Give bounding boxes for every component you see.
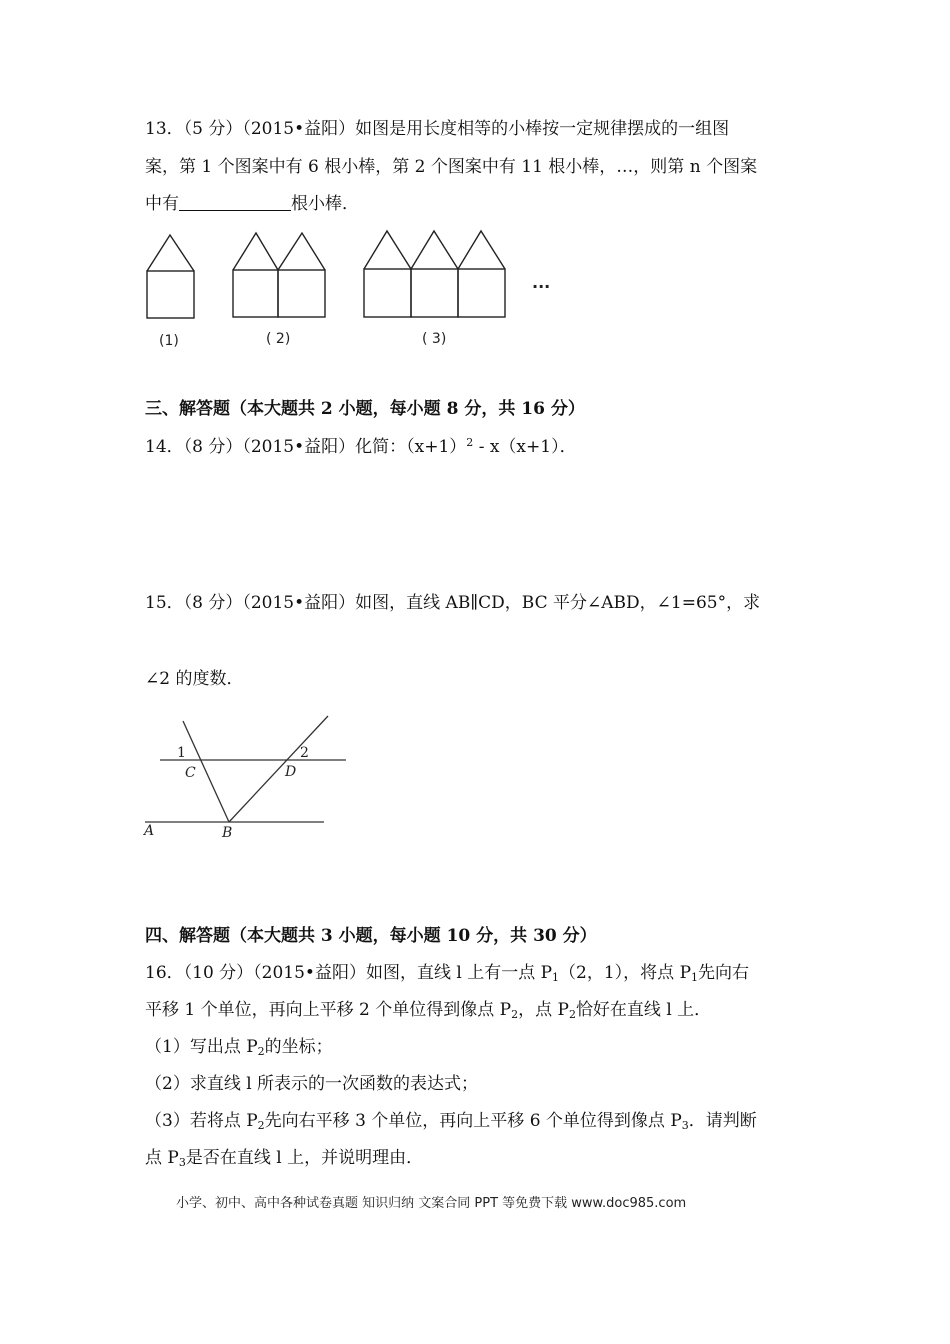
q16-s1-text-a: （1）写出点 P: [145, 1037, 258, 1057]
q16-s4-text-a: 点 P: [145, 1148, 179, 1168]
q15-line-1: 15．（8 分）（2015•益阳）如图，直线 AB∥CD，BC 平分∠ABD，∠1=65°，求: [145, 593, 761, 613]
q16-s4-text-b: 是否在直线 l 上，并说明理由．: [185, 1148, 424, 1168]
line-bd: [229, 716, 328, 822]
section-4-heading: 四、解答题（本大题共 3 小题，每小题 10 分，共 30 分）: [145, 926, 597, 946]
q16-line-2: [145, 999, 711, 1021]
pattern-2: [233, 233, 325, 317]
pattern-1: [147, 235, 194, 318]
q16-s4-sub: 3: [178, 1156, 186, 1169]
q15-line-2: ∠2 的度数．: [145, 669, 244, 689]
section-3-heading: 三、解答题（本大题共 2 小题，每小题 8 分，共 16 分）: [145, 399, 585, 419]
q16-sub-question-3-cont: [145, 1147, 423, 1169]
q16-l2-text-a: 平移 1 个单位，再向上平移 2 个单位得到像点 P: [145, 1000, 512, 1020]
stick-pattern-figure: [147, 231, 505, 318]
pattern-ellipsis: ···: [532, 277, 551, 296]
q13-line-1: 13．（5 分）（2015•益阳）如图是用长度相等的小棒按一定规律摆成的一组图: [145, 119, 730, 139]
point-a-label: A: [144, 823, 155, 839]
q13-text-before-blank: 中有: [145, 194, 179, 214]
pattern-1-label: (1): [159, 333, 179, 349]
q16-l2-sub-1: 2: [511, 1008, 519, 1021]
q16-line-1: [145, 962, 749, 984]
q14-text-b: - x（x+1）．: [473, 437, 577, 457]
q16-l1-text-a: 16．（10 分）（2015•益阳）如图，直线 l 上有一点 P: [145, 963, 553, 983]
q14-text-a: 14．（8 分）（2015•益阳）化简：（x+1）: [145, 437, 467, 457]
q16-s3-text-a: （3）若将点 P: [145, 1111, 258, 1131]
q13-line-2: 案，第 1 个图案中有 6 根小棒，第 2 个图案中有 11 根小棒，…，则第 n 个图案: [145, 157, 758, 177]
q16-l1-sub-2: 1: [691, 971, 699, 984]
q16-l2-text-b: ，点 P: [518, 1000, 569, 1020]
pattern-3-label: ( 3): [422, 331, 447, 347]
q16-s3-text-b: 先向右平移 3 个单位，再向上平移 6 个单位得到像点 P: [264, 1111, 682, 1131]
q16-l2-text-c: 恰好在直线 l 上．: [575, 1000, 712, 1020]
page-footer: 小学、初中、高中各种试卷真题 知识归纳 文案合同 PPT 等免费下载 www.doc985.com: [176, 1196, 687, 1211]
q16-s3-text-c: ．请判断: [688, 1111, 757, 1131]
pattern-2-label: ( 2): [266, 331, 291, 347]
q16-sub-question-3: [145, 1110, 757, 1132]
q16-sub-question-1: [145, 1036, 333, 1058]
q16-s1-text-b: 的坐标；: [264, 1037, 333, 1057]
q16-s3-sub-2: 3: [681, 1119, 689, 1132]
q16-l1-sub-1: 1: [552, 971, 560, 984]
q16-l2-sub-2: 2: [568, 1008, 576, 1021]
point-d-label: D: [285, 764, 297, 780]
q14-line: [145, 436, 577, 458]
angle-2-label: 2: [300, 745, 309, 761]
q16-s1-sub: 2: [257, 1045, 265, 1058]
q14-exponent: 2: [466, 436, 474, 449]
point-b-label: B: [222, 825, 233, 841]
q16-sub-question-2: （2）求直线 l 所表示的一次函数的表达式；: [145, 1074, 479, 1094]
point-c-label: C: [185, 765, 196, 781]
parallel-lines-figure: [145, 716, 346, 822]
q16-l1-text-c: 先向右: [698, 963, 750, 983]
angle-1-label: 1: [177, 745, 186, 761]
q16-l1-text-b: （2，1），将点 P: [559, 963, 692, 983]
q16-s3-sub-1: 2: [257, 1119, 265, 1132]
q13-text-after-blank: 根小棒．: [291, 194, 359, 214]
pattern-3: [364, 231, 505, 317]
